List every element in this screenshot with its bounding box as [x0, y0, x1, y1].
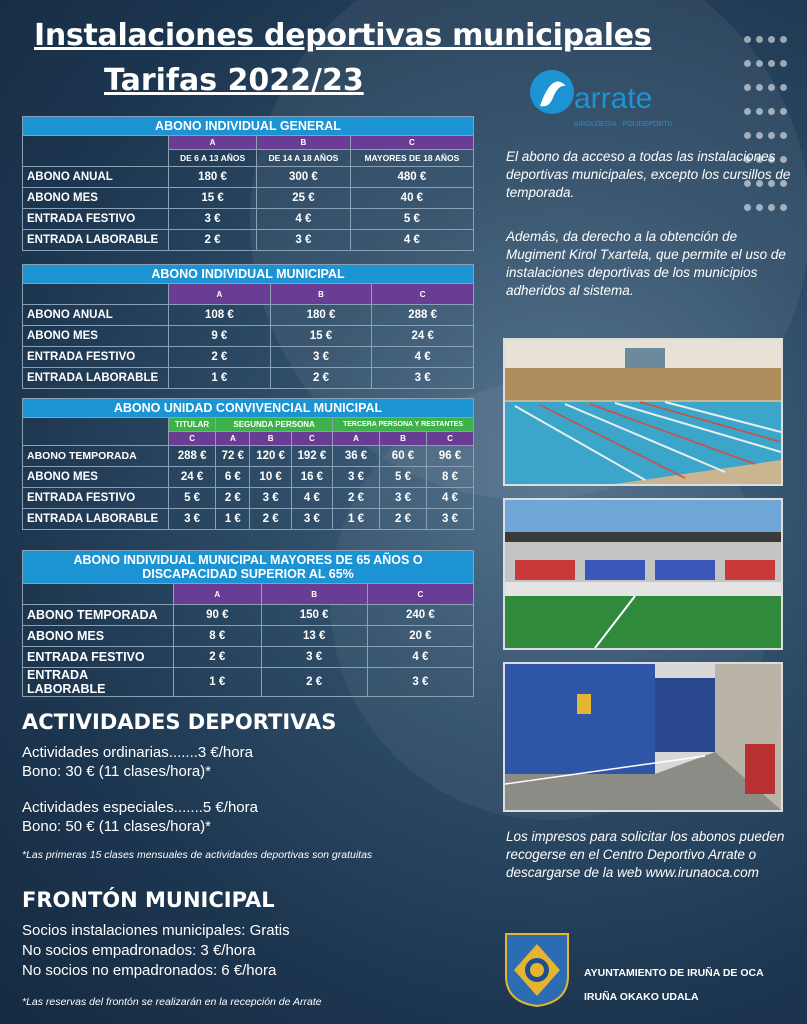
cell: 3 €: [291, 509, 332, 530]
info-paragraph-2: Además, da derecho a la obtención de Mugiment Kirol Txartela, que permite el uso de instalaciones deportivas de los municipios adheridos al sistema.: [506, 229, 786, 298]
table-row: [23, 347, 474, 368]
actividades-line: Actividades ordinarias.......3 €/hora: [22, 744, 253, 761]
cell: 3 €: [250, 488, 291, 509]
row-label: ABONO MES: [23, 626, 174, 647]
column-letter: C: [367, 584, 473, 605]
cell-a: 3 €: [169, 209, 257, 230]
table-corner: [23, 584, 174, 605]
column-letter: C: [169, 432, 216, 446]
actividades-line: Actividades especiales.......5 €/hora: [22, 799, 258, 816]
cell-c: 5 €: [350, 209, 473, 230]
column-letter: A: [216, 432, 250, 446]
cell-b: 150 €: [261, 605, 367, 626]
table-row: [23, 668, 474, 697]
group-header: TERCERA PERSONA Y RESTANTES: [333, 418, 474, 432]
cell-a: 9 €: [169, 326, 271, 347]
row-label: ENTRADA LABORABLE: [23, 368, 169, 389]
fronton-photo: [503, 662, 783, 812]
cell: 4 €: [426, 488, 473, 509]
row-label: ENTRADA LABORABLE: [23, 230, 169, 251]
cell: 288 €: [169, 446, 216, 467]
arrate-logo: [522, 66, 672, 136]
cell: 192 €: [291, 446, 332, 467]
cell-a: 2 €: [174, 647, 262, 668]
row-label: ABONO ANUAL: [23, 167, 169, 188]
table-abono-mayores-65: [22, 550, 474, 697]
cell-b: 300 €: [257, 167, 351, 188]
pool-photo: [503, 338, 783, 486]
cell: 6 €: [216, 467, 250, 488]
table-row: [23, 509, 474, 530]
cell-c: 4 €: [367, 647, 473, 668]
cell: 3 €: [169, 509, 216, 530]
cell-b: 2 €: [270, 368, 372, 389]
row-label: ENTRADA FESTIVO: [23, 488, 169, 509]
cell: 2 €: [250, 509, 291, 530]
cell: 16 €: [291, 467, 332, 488]
cell-c: 3 €: [372, 368, 474, 389]
column-letter: C: [350, 136, 473, 150]
table-corner: [23, 284, 169, 305]
row-label: ABONO TEMPORADA: [23, 605, 174, 626]
cell: 5 €: [169, 488, 216, 509]
cell-a: 108 €: [169, 305, 271, 326]
cell: 2 €: [216, 488, 250, 509]
column-letter: B: [261, 584, 367, 605]
table-title: ABONO INDIVIDUAL MUNICIPAL: [23, 265, 474, 284]
cell: 4 €: [291, 488, 332, 509]
cell: 60 €: [380, 446, 427, 467]
table-corner: [23, 418, 169, 446]
cell: 2 €: [333, 488, 380, 509]
column-letter: B: [270, 284, 372, 305]
cell-a: 90 €: [174, 605, 262, 626]
cell: 3 €: [426, 509, 473, 530]
cell: 5 €: [380, 467, 427, 488]
actividades-note: *Las primeras 15 clases mensuales de actividades deportivas son gratuitas: [22, 849, 373, 861]
row-label: ABONO ANUAL: [23, 305, 169, 326]
fronton-line: No socios no empadronados: 6 €/hora: [22, 962, 277, 979]
table-row: [23, 446, 474, 467]
cell: 120 €: [250, 446, 291, 467]
cell: 24 €: [169, 467, 216, 488]
cell-a: 8 €: [174, 626, 262, 647]
page-title: Instalaciones deportivas municipales: [34, 18, 652, 53]
cell-b: 2 €: [261, 668, 367, 697]
cell-a: 2 €: [169, 347, 271, 368]
cell-a: 2 €: [169, 230, 257, 251]
table-row: [23, 467, 474, 488]
table-corner: [23, 136, 169, 167]
cell-c: 20 €: [367, 626, 473, 647]
cell-b: 3 €: [257, 230, 351, 251]
row-label: ABONO MES: [23, 326, 169, 347]
row-label: ENTRADA FESTIVO: [23, 347, 169, 368]
cell: 1 €: [216, 509, 250, 530]
column-age: DE 14 A 18 AÑOS: [257, 150, 351, 167]
table-row: [23, 647, 474, 668]
cell-b: 4 €: [257, 209, 351, 230]
cell: 72 €: [216, 446, 250, 467]
fronton-line: Socios instalaciones municipales: Gratis: [22, 922, 290, 939]
cell-b: 3 €: [261, 647, 367, 668]
row-label: ENTRADA LABORABLE: [23, 509, 169, 530]
table-title: ABONO INDIVIDUAL GENERAL: [23, 117, 474, 136]
fronton-note: *Las reservas del frontón se realizarán en la recepción de Arrate: [22, 996, 322, 1008]
table-row: [23, 188, 474, 209]
cell: 3 €: [333, 467, 380, 488]
column-letter: A: [169, 284, 271, 305]
column-letter: C: [372, 284, 474, 305]
table-row: [23, 167, 474, 188]
cell-c: 480 €: [350, 167, 473, 188]
coat-of-arms-icon: [504, 932, 570, 1008]
row-label: ABONO TEMPORADA: [23, 446, 169, 467]
row-label: ENTRADA LABORABLE: [23, 668, 174, 697]
column-letter: A: [169, 136, 257, 150]
column-age: DE 6 A 13 AÑOS: [169, 150, 257, 167]
row-label: ENTRADA FESTIVO: [23, 209, 169, 230]
cell: 3 €: [380, 488, 427, 509]
fronton-line: No socios empadronados: 3 €/hora: [22, 942, 256, 959]
table-row: [23, 488, 474, 509]
column-age: MAYORES DE 18 AÑOS: [350, 150, 473, 167]
table-abono-individual-municipal: [22, 264, 474, 389]
cell-c: 4 €: [372, 347, 474, 368]
column-letter: B: [250, 432, 291, 446]
cell-c: 288 €: [372, 305, 474, 326]
fronton-heading: FRONTÓN MUNICIPAL: [22, 888, 275, 912]
cell: 1 €: [333, 509, 380, 530]
table-title: ABONO UNIDAD CONVIVENCIAL MUNICIPAL: [23, 399, 474, 418]
svg-text:arrate: arrate: [574, 82, 653, 115]
stadium-photo: [503, 498, 783, 650]
row-label: ENTRADA FESTIVO: [23, 647, 174, 668]
table-abono-unidad-convivencial: [22, 398, 474, 530]
table-row: [23, 326, 474, 347]
cell: 2 €: [380, 509, 427, 530]
row-label: ABONO MES: [23, 188, 169, 209]
cell-a: 15 €: [169, 188, 257, 209]
page-subtitle: Tarifas 2022/23: [104, 63, 364, 98]
table-row: [23, 626, 474, 647]
row-label: ABONO MES: [23, 467, 169, 488]
cell-a: 180 €: [169, 167, 257, 188]
column-letter: C: [426, 432, 473, 446]
udala-name: IRUÑA OKAKO UDALA: [584, 991, 699, 1003]
group-header: TITULAR: [169, 418, 216, 432]
cell-b: 3 €: [270, 347, 372, 368]
table-row: [23, 305, 474, 326]
cell-c: 3 €: [367, 668, 473, 697]
cell-c: 240 €: [367, 605, 473, 626]
column-letter: C: [291, 432, 332, 446]
cell-c: 24 €: [372, 326, 474, 347]
cell-a: 1 €: [169, 368, 271, 389]
svg-text:KIROLDEGIA · POLIDEPORTIVO: KIROLDEGIA · POLIDEPORTIVO: [574, 121, 672, 128]
cell-a: 1 €: [174, 668, 262, 697]
column-letter: B: [257, 136, 351, 150]
column-letter: B: [380, 432, 427, 446]
cell-b: 25 €: [257, 188, 351, 209]
column-letter: A: [333, 432, 380, 446]
table-row: [23, 209, 474, 230]
table-row: [23, 230, 474, 251]
group-header: SEGUNDA PERSONA: [216, 418, 333, 432]
cell-b: 180 €: [270, 305, 372, 326]
cell: 36 €: [333, 446, 380, 467]
actividades-line: Bono: 50 € (11 clases/hora)*: [22, 818, 212, 835]
cell-b: 15 €: [270, 326, 372, 347]
actividades-line: Bono: 30 € (11 clases/hora)*: [22, 763, 212, 780]
cell: 8 €: [426, 467, 473, 488]
column-letter: A: [174, 584, 262, 605]
cell: 10 €: [250, 467, 291, 488]
cell-c: 4 €: [350, 230, 473, 251]
table-row: [23, 605, 474, 626]
table-row: [23, 368, 474, 389]
actividades-heading: ACTIVIDADES DEPORTIVAS: [22, 710, 337, 734]
table-abono-individual-general: [22, 116, 474, 251]
cell-b: 13 €: [261, 626, 367, 647]
ayuntamiento-name: AYUNTAMIENTO DE IRUÑA DE OCA: [584, 967, 764, 979]
cell-c: 40 €: [350, 188, 473, 209]
table-title: ABONO INDIVIDUAL MUNICIPAL MAYORES DE 65 AÑOS O DISCAPACIDAD SUPERIOR AL 65%: [23, 551, 474, 584]
info-paragraph-3: Los impresos para solicitar los abonos pueden recogerse en el Centro Deportivo Arrate o descargarse de la web www.irunaoca.com: [506, 829, 785, 880]
info-paragraph-1: El abono da acceso a todas las instalaciones deportivas municipales, excepto los cursillos de temporada.: [506, 149, 791, 200]
cell: 96 €: [426, 446, 473, 467]
